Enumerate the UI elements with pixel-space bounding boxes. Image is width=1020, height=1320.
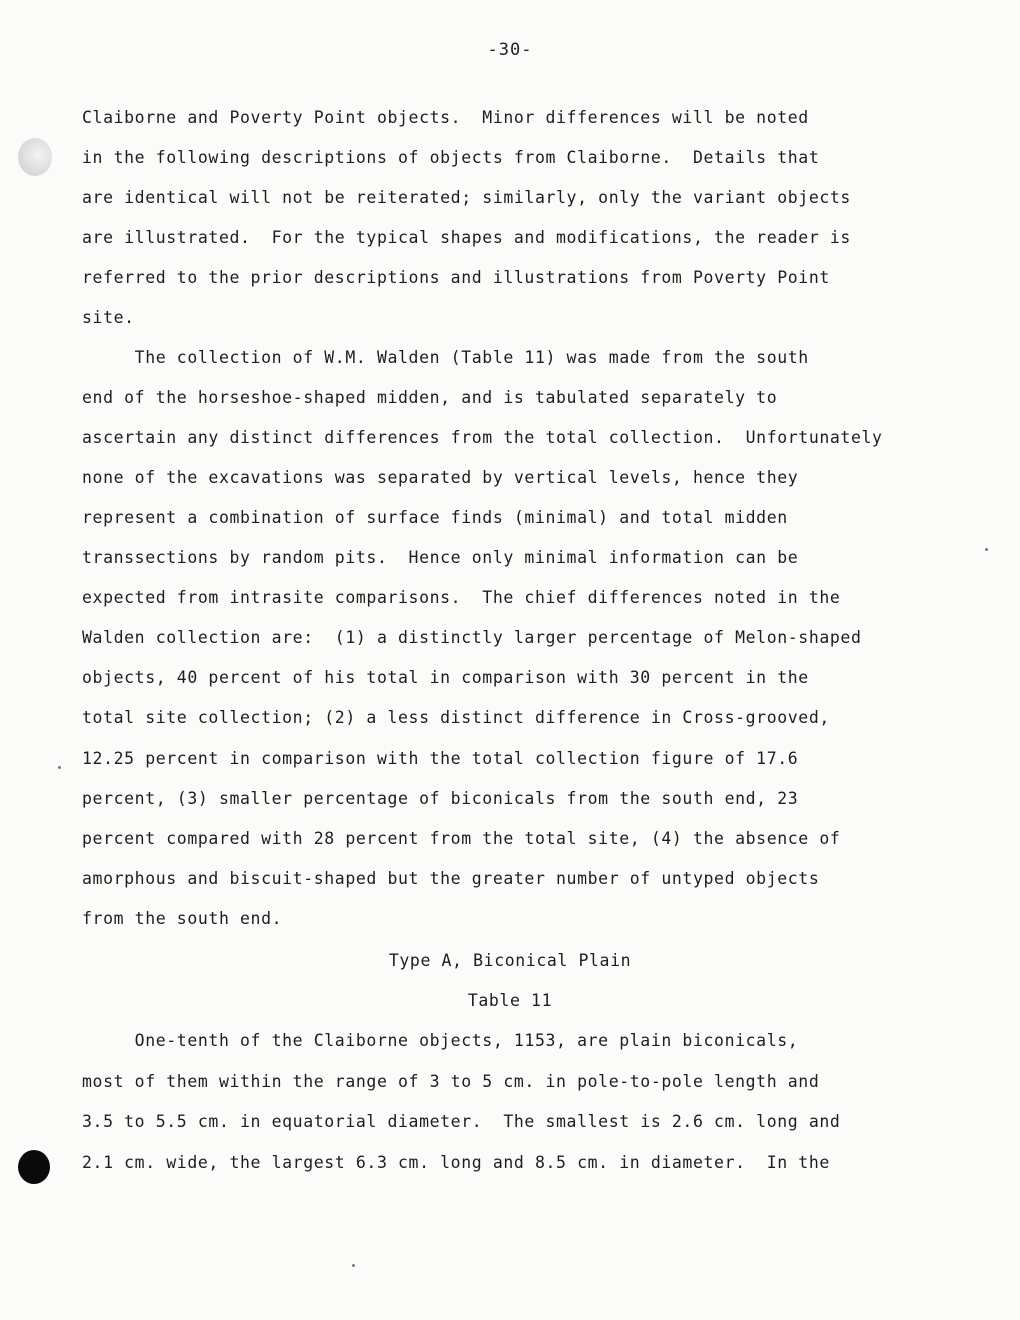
text-line: none of the excavations was separated by vertical levels, hence they	[82, 468, 799, 487]
text-line: ascertain any distinct differences from the total collection. Unfortunately	[82, 428, 883, 447]
text-line: represent a combination of surface finds (minimal) and total midden	[82, 508, 788, 527]
text-line: site.	[82, 308, 135, 327]
text-line: end of the horseshoe-shaped midden, and is tabulated separately to	[82, 388, 778, 407]
text-line: Claiborne and Poverty Point objects. Minor differences will be noted	[82, 108, 809, 127]
text-line: expected from intrasite comparisons. The chief differences noted in the	[82, 588, 841, 607]
text-line: 2.1 cm. wide, the largest 6.3 cm. long and 8.5 cm. in diameter. In the	[82, 1153, 830, 1172]
paper-speck	[352, 1264, 355, 1267]
page-number: -30-	[487, 40, 533, 60]
text-line: One-tenth of the Claiborne objects, 1153, are plain biconicals,	[82, 1031, 799, 1050]
text-line: total site collection; (2) a less distinct difference in Cross-grooved,	[82, 708, 830, 727]
text-line: percent compared with 28 percent from the total site, (4) the absence of	[82, 829, 841, 848]
text-line: most of them within the range of 3 to 5 cm. in pole-to-pole length and	[82, 1072, 820, 1091]
text-line: 12.25 percent in comparison with the total collection figure of 17.6	[82, 749, 799, 768]
text-line: percent, (3) smaller percentage of biconicals from the south end, 23	[82, 789, 799, 808]
section-heading: Type A, Biconical Plain	[388, 951, 632, 970]
paper-speck	[58, 766, 61, 769]
text-line: The collection of W.M. Walden (Table 11) was made from the south	[82, 348, 809, 367]
text-line: referred to the prior descriptions and illustrations from Poverty Point	[82, 268, 830, 287]
paper-speck	[985, 548, 988, 551]
text-line: from the south end.	[82, 909, 283, 928]
punch-hole-top	[18, 138, 52, 176]
text-line: in the following descriptions of objects from Claiborne. Details that	[82, 148, 820, 167]
text-line: transsections by random pits. Hence only minimal information can be	[82, 548, 799, 567]
text-line: 3.5 to 5.5 cm. in equatorial diameter. The smallest is 2.6 cm. long and	[82, 1112, 841, 1131]
text-line: objects, 40 percent of his total in comparison with 30 percent in the	[82, 668, 809, 687]
text-line: amorphous and biscuit-shaped but the greater number of untyped objects	[82, 869, 820, 888]
punch-hole-bottom	[18, 1150, 50, 1184]
text-line: are identical will not be reiterated; similarly, only the variant objects	[82, 188, 851, 207]
text-line: Walden collection are: (1) a distinctly larger percentage of Melon-shaped	[82, 628, 862, 647]
text-line: are illustrated. For the typical shapes and modifications, the reader is	[82, 228, 851, 247]
table-reference: Table 11	[467, 991, 553, 1010]
